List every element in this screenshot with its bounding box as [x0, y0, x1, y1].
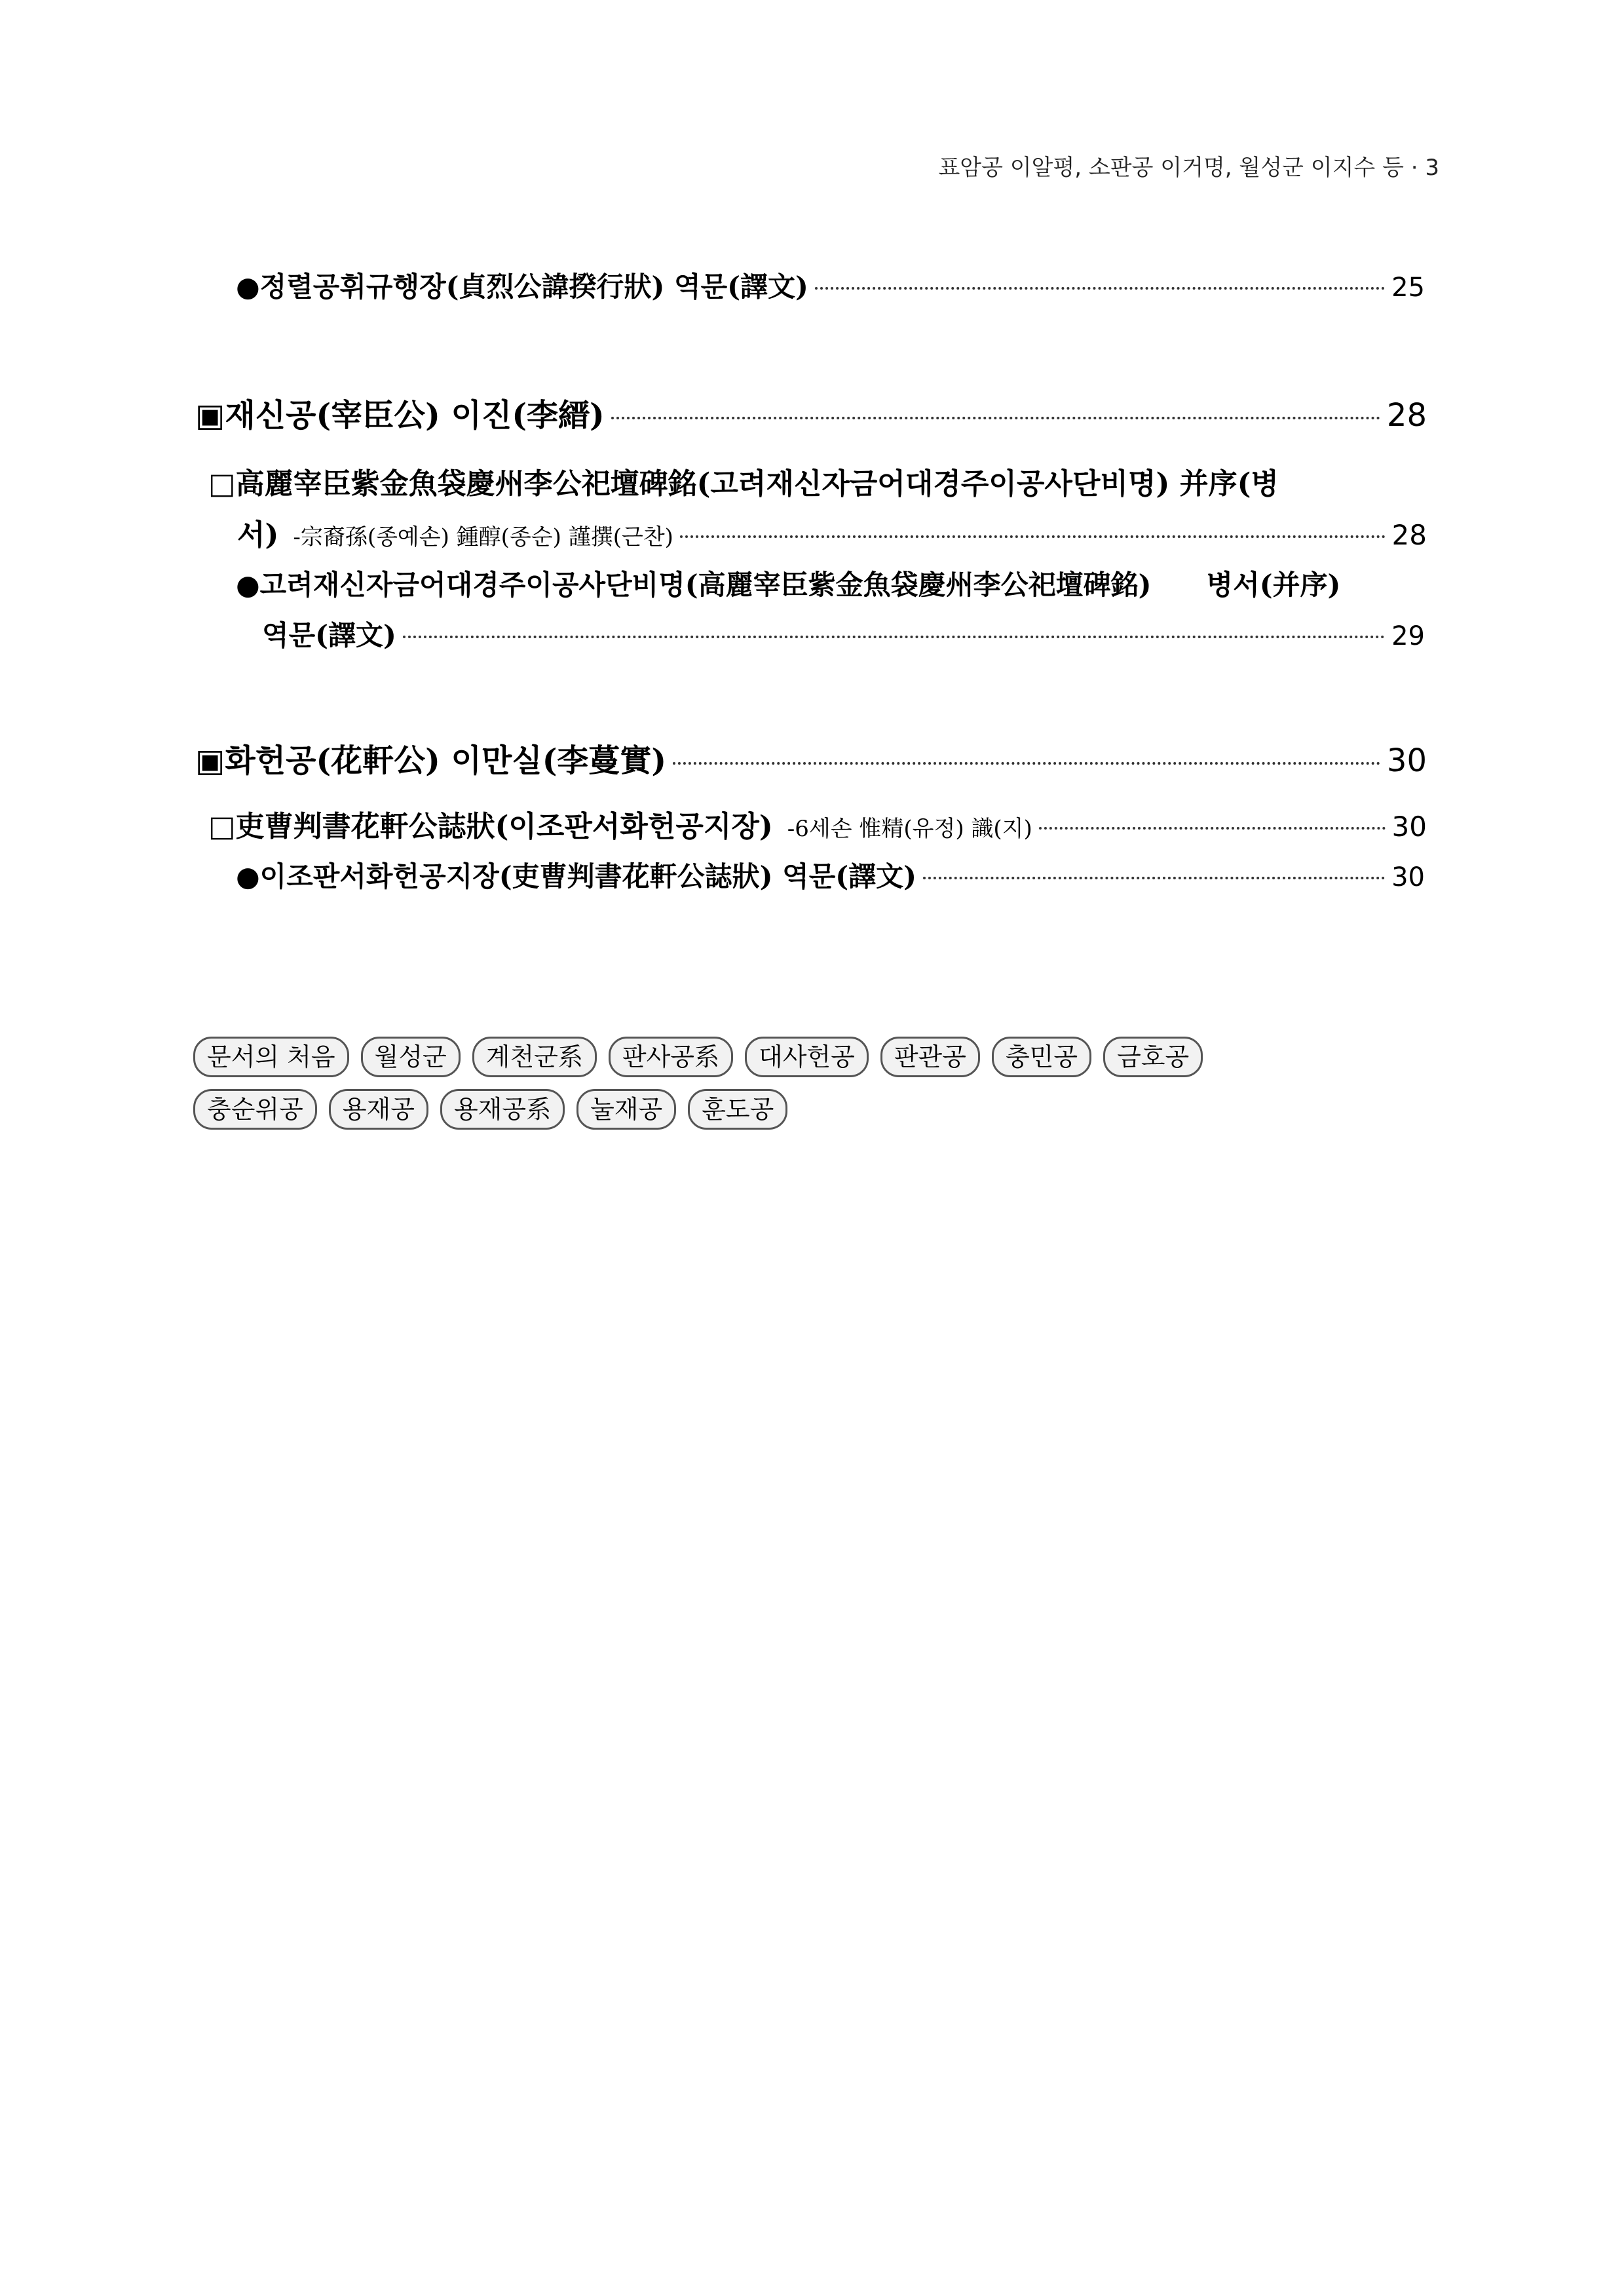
dot-leader [923, 877, 1385, 879]
nav-button-pangwan-gong[interactable]: 판관공 [880, 1037, 980, 1077]
toc-section-label: ▣재신공(宰臣公) 이진(李縉) [195, 397, 605, 434]
toc-page-number: 30 [1391, 862, 1425, 892]
nav-button-nuljae-gong[interactable]: 눌재공 [576, 1089, 676, 1130]
toc-section-hwaheon[interactable] [195, 735, 1427, 780]
toc-item-jaesin-line2[interactable] [262, 614, 1425, 653]
nav-button-chungmin-gong[interactable]: 충민공 [992, 1037, 1091, 1077]
toc-item-label: ●정렬공휘규행장(貞烈公諱揆行狀) 역문(譯文) [236, 271, 808, 303]
toc-page-number: 30 [1386, 742, 1427, 779]
nav-button-yongjae-gong-line[interactable]: 용재공系 [440, 1089, 565, 1130]
nav-button-chungsunwi-gong[interactable]: 충순위공 [193, 1089, 317, 1130]
nav-button-geumho-gong[interactable]: 금호공 [1103, 1037, 1203, 1077]
nav-button-wolseong-gun[interactable]: 월성군 [361, 1037, 461, 1077]
nav-button-hundo-gong[interactable]: 훈도공 [688, 1089, 787, 1130]
toc-item-label: ●이조판서화헌공지장(吏曹判書花軒公誌狀) 역문(譯文) [236, 860, 917, 892]
dot-leader [680, 535, 1386, 538]
toc-section-label: ▣화헌공(花軒公) 이만실(李蔓實) [195, 742, 667, 779]
dot-leader [403, 636, 1385, 638]
nav-button-document-start[interactable]: 문서의 처음 [193, 1037, 349, 1077]
dot-leader [815, 287, 1385, 290]
nav-button-daesaheon-gong[interactable]: 대사헌공 [745, 1037, 869, 1077]
toc-sub-label-continued: 서) [237, 518, 279, 552]
toc-section-jaesin[interactable] [195, 390, 1427, 435]
nav-button-pansa-gong[interactable]: 판사공系 [609, 1037, 733, 1077]
toc-sub-author: -宗裔孫(종예손) 鍾醇(종순) 謹撰(근찬) [293, 524, 673, 550]
toc-sub-author: -6세손 惟精(유정) 識(지) [787, 816, 1032, 842]
toc-page-number: 29 [1391, 621, 1425, 651]
toc-item-hwaheon[interactable] [236, 855, 1425, 894]
toc-page-number: 25 [1391, 273, 1425, 303]
nav-button-gyecheon-gun[interactable]: 계천군系 [472, 1037, 597, 1077]
toc-sub-jaesin-line1[interactable]: □高麗宰臣紫金魚袋慶州李公祀壇碑銘(고려재신자금어대경주이공사단비명) 并序(병 [208, 467, 1279, 501]
toc-sub-jaesin-line2[interactable] [237, 511, 1427, 553]
nav-button-yongjae-gong[interactable]: 용재공 [329, 1089, 428, 1130]
dot-leader [1039, 827, 1386, 830]
dot-leader [611, 417, 1380, 419]
dot-leader [673, 762, 1380, 765]
toc-sub-label: □吏曹判書花軒公誌狀(이조판서화헌공지장) [208, 810, 773, 843]
toc-page-number: 30 [1391, 811, 1427, 843]
toc-sub-hwaheon[interactable] [208, 803, 1427, 845]
toc-item-jeongryeol[interactable] [236, 265, 1425, 305]
toc-page-number: 28 [1391, 519, 1427, 551]
toc-item-jaesin-line1[interactable]: ●고려재신자금어대경주이공사단비명(高麗宰臣紫金魚袋慶州李公祀壇碑銘) 병서(并序) [236, 569, 1341, 601]
toc-item-label-continued: 역문(譯文) [262, 619, 396, 651]
nav-button-row-1 [193, 1037, 1203, 1077]
running-header: 표암공 이알평, 소판공 이거명, 월성군 이지수 등 · 3 [938, 155, 1439, 181]
nav-button-row-2 [193, 1089, 787, 1130]
toc-page-number: 28 [1386, 397, 1427, 434]
